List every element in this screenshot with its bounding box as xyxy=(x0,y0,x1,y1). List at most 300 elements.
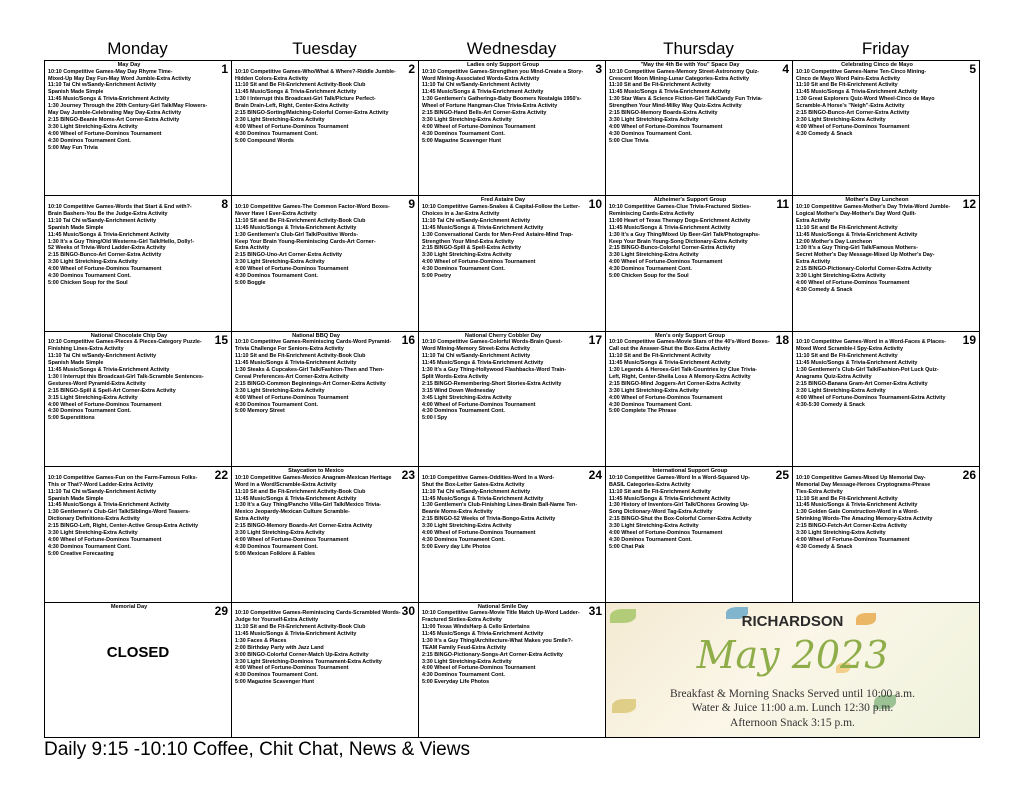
activity-list xyxy=(235,204,415,287)
day-number: 24 xyxy=(588,468,602,483)
event-title: Mother's Day Luncheon xyxy=(845,197,909,204)
day-number: 3 xyxy=(595,62,602,76)
activity-item: BASIL Categories-Extra Activity xyxy=(609,481,691,488)
activity-item: Hidden Colors-Extra Activity xyxy=(235,75,308,82)
activity-item: 11:45 Music/Songs & Trivia-Enrichment Activity xyxy=(609,360,731,367)
activity-item: Keep Your Brain Young-Song Dictionary-Extra Activity xyxy=(609,238,748,245)
activity-item: 11:45 Music/Songs & Trivia-Enrichment Activity xyxy=(422,630,544,637)
day-cell xyxy=(232,196,419,331)
event-title: National Smile Day xyxy=(477,603,529,610)
day-cell xyxy=(793,196,980,331)
day-number: 22 xyxy=(214,468,228,483)
activity-item: 4:00 Wheel of Fortune-Dominos Tournament xyxy=(48,536,162,543)
activity-item: Cereal Preferences-Art Corner-Extra Activity xyxy=(235,373,349,380)
activity-list xyxy=(609,339,789,415)
activity-item: 4:00 Wheel of Fortune-Dominos Tournament xyxy=(609,259,723,266)
day-cell xyxy=(419,603,606,738)
activity-item: 10:10 Competitive Games-Reminiscing Cards-Scrambled Words- xyxy=(235,610,401,617)
event-title xyxy=(235,62,397,69)
activity-item: 4:30 Comedy & Snack xyxy=(796,286,853,293)
activity-item: 3:30 Light Stretching-Extra Activity xyxy=(796,387,886,394)
activity-item: Scramble-A Horse's "Neigh"-Extra Activity xyxy=(796,103,905,110)
activity-item: 11:00 Texas WindsHarp & Cello Entertains xyxy=(422,624,530,630)
day-number: 9 xyxy=(408,197,415,212)
activity-item: Split Words-Extra Activity xyxy=(422,373,488,380)
event-title: National Cherry Cobbler Day xyxy=(464,332,542,339)
activity-item: Wheel of Fortune Hangman-Clue Trivia-Extra Activity xyxy=(422,103,558,110)
activity-item: 4:30 Dominos Tournament Cont. xyxy=(48,408,131,415)
activity-item: 11:45 Music/Songs & Trivia-Enrichment Activity xyxy=(422,360,544,367)
activity-item: 3:15 Wind Down Wednesday xyxy=(422,387,495,394)
day-cell xyxy=(419,332,606,467)
activity-item: Anagrams Quiz-Extra Activity xyxy=(796,373,872,380)
activity-list xyxy=(235,69,415,145)
activity-item: 5:00 Chicken Soup for the Soul xyxy=(48,279,128,286)
day-number: 18 xyxy=(775,332,789,347)
activity-item: 5:00 Magazine Scavenger Hunt xyxy=(422,137,502,144)
activity-item: 1:30 History of Inventors-Girl Talk/Chores Growing Up- xyxy=(609,502,750,509)
activity-item: 4:30 Dominos Tournament Cont. xyxy=(235,273,318,280)
activity-item: 5:00 May Fun Trivia xyxy=(48,144,98,151)
activity-item: 4:30 Dominos Tournament Cont. xyxy=(422,672,505,679)
activity-item: Shut the Box-Letter Gates-Extra Activity xyxy=(422,481,525,488)
activity-item: Word in a Word/Scramble-Extra Activity xyxy=(235,481,337,488)
day-cell xyxy=(793,332,980,467)
activity-item: 11:10 Tai Chi w/Sandy-Enrichment Activity xyxy=(422,217,531,224)
activity-list xyxy=(422,69,602,145)
event-title: Staycation to Mexico xyxy=(288,468,344,475)
activity-list xyxy=(235,475,415,558)
activity-item: 2:15 BINGO-Bunco-Art Corner-Extra Activity xyxy=(796,110,910,117)
activity-item: 2:15 BINGO-Shut the Box-Colorful Corner-Extra Activity xyxy=(609,516,752,523)
event-title: May Day xyxy=(117,62,141,68)
event-title: National BBQ Day xyxy=(292,332,340,339)
activity-item: 2:15 BINGO-Pictionary-Songs-Art Corner-Extra Activity xyxy=(422,651,563,658)
event-title: International Support Group xyxy=(652,468,728,475)
activity-item: 1:30 It's a Guy Thing/Architecture-What Makes you Smile?- xyxy=(422,637,573,644)
promo-panel xyxy=(606,603,980,738)
activity-item: 11:45 Music/Songs & Trivia-Enrichment Activity xyxy=(609,495,731,502)
activity-item: 1:30 Star Wars & Science Fiction-Girl Talk/Candy Fun Trivia- xyxy=(609,96,763,103)
activity-item: 5:00 Complete The Phrase xyxy=(609,408,677,415)
activity-item: 11:45 Music/Songs & Trivia-Enrichment Activity xyxy=(422,224,544,231)
activity-item: 3:30 Light Stretching-Extra Activity xyxy=(235,116,325,123)
activity-item: 4:30 Dominos Tournament Cont. xyxy=(48,137,131,144)
activity-item: Brain Bashers-You Be the Judge-Extra Activity xyxy=(48,210,168,217)
activity-item: 11:45 Music/Songs & Trivia-Enrichment Activity xyxy=(796,231,918,238)
activity-item: 11:45 Music/Songs & Trivia-Enrichment Activity xyxy=(235,630,357,637)
activity-item: Spanish Made Simple xyxy=(48,495,104,502)
day-cell xyxy=(232,467,419,602)
activity-item: 11:10 Tai Chi w/Sandy-Enrichment Activity xyxy=(48,82,157,89)
activity-item: 3:30 Light Stretching-Extra Activity xyxy=(796,116,886,123)
activity-item: 11:10 Sit and Be Fit-Enrichment Activity xyxy=(609,353,711,360)
activity-list xyxy=(796,339,976,408)
activity-item: 11:45 Music/Songs & Trivia-Enrichment Activity xyxy=(796,89,918,96)
activity-item: 4:00 Wheel of Fortune-Dominos Tournament xyxy=(422,530,536,537)
meal-time-line: Breakfast & Morning Snacks Served until 10:00 a.m. xyxy=(670,687,915,700)
activity-item: Beanie Moms-Extra Activity xyxy=(422,509,493,516)
activity-item: Spanish Made Simple xyxy=(48,224,104,231)
activity-item: 10:10 Competitive Games-Colorful Words-Brain Quest- xyxy=(422,339,563,346)
activity-item: 10:10 Competitive Games-Oddities-Word In a Word- xyxy=(422,474,555,481)
activity-item: 3:30 Light Stretching-Extra Activity xyxy=(422,658,512,665)
activity-item: 2:15 BINGO-Mind Joggers-Art Corner-Extra Activity xyxy=(609,380,741,387)
activity-item: 11:45 Music/Songs & Trivia-Enrichment Activity xyxy=(422,495,544,502)
activity-item: 11:10 Sit and Be Fit-Enrichment Activity xyxy=(796,82,898,89)
activity-item: Mixed-Up May Day Fun-May Word Jumble-Extra Activity xyxy=(48,75,191,82)
activity-item: 2:15 BINGO-Bunco-Art Corner-Extra Activity xyxy=(48,252,162,259)
activity-item: Word Mining-Associated Words-Extra Activity xyxy=(422,75,540,82)
activity-item: 4:00 Wheel of Fortune-Dominos Tournament xyxy=(235,536,349,543)
activity-item: 3:30 Light Stretching-Extra Activity xyxy=(609,116,699,123)
day-number: 26 xyxy=(962,468,976,483)
activity-item: 11:10 Sit and Be Fit-Enrichment Activity xyxy=(796,495,898,502)
activity-item: 4:00 Wheel of Fortune-Dominos Tournament xyxy=(422,123,536,130)
activity-item: Song Dictionary-Word Tag-Extra Activity xyxy=(609,509,713,516)
day-cell xyxy=(45,196,232,331)
activity-item: 4:30 Dominos Tournament Cont. xyxy=(609,536,692,543)
event-title: Ladies only Support Group xyxy=(466,62,540,68)
activity-item: 2:15 BINGO-Memory Boards-Art Corner-Extra Activity xyxy=(235,523,373,530)
activity-item: 11:10 Sit and Be Fit-Enrichment Activity xyxy=(796,224,898,231)
day-number: 2 xyxy=(408,62,415,76)
activity-item: Secret Mother's Day Message-Mixed Up Mother's Day- xyxy=(796,252,935,259)
activity-item: 10:10 Competitive Games-Snakes & Capital-Follow the Letter- xyxy=(422,203,580,210)
activity-item: 10:10 Competitive Games-Mexico Anagram-Mexican Heritage xyxy=(235,474,392,481)
day-number: 17 xyxy=(588,332,602,347)
activity-item: 10:10 Competitive Games-Name Ten-Cinco Mining- xyxy=(796,68,927,75)
activity-item: 3:30 Light Stretching-Extra Activity xyxy=(48,123,138,130)
activity-item: 2:15 BINGO-Fetch-Art Corner-Extra Activity xyxy=(796,523,907,530)
activity-list xyxy=(48,204,228,287)
activity-item: 4:00 Wheel of Fortune-Dominos Tournament xyxy=(235,123,349,130)
activity-item: 11:45 Music/Songs & Trivia-Enrichment Activity xyxy=(235,224,357,231)
activity-item: 11:45 Music/Songs & Trivia-Enrichment Activity xyxy=(609,224,731,231)
activity-item: 11:45 Music/Songs & Trivia-Enrichment Activity xyxy=(235,89,357,96)
activity-item: Reminiscing Cards-Extra Activity xyxy=(609,210,694,217)
activity-item: Spanish Made Simple xyxy=(48,360,104,367)
activity-item: 5:00 Poetry xyxy=(422,273,452,280)
activity-item: Cinco de Mayo Word Pairs-Extra Activity xyxy=(796,75,900,82)
activity-item: 3:30 Light Stretching-Extra Activity xyxy=(422,252,512,259)
activity-item: Gestures-Word Pyramid-Extra Activity xyxy=(48,380,146,387)
event-title xyxy=(48,197,210,204)
activity-item: 4:00 Wheel of Fortune-Dominos Tournament xyxy=(48,401,162,408)
activity-item: 5:00 Memory Street xyxy=(235,408,285,415)
activity-item: 2:15 BINGO-Sorting/Matching-Colorful Corner-Extra Activity xyxy=(235,110,389,117)
day-cell xyxy=(793,467,980,602)
day-cell xyxy=(419,61,606,196)
activity-item: Dictionary Definitions-Extra Activity xyxy=(48,516,140,523)
day-number: 19 xyxy=(962,332,976,347)
activity-item: Ties-Extra Activity xyxy=(796,488,843,495)
day-cell xyxy=(606,467,793,602)
activity-item: 11:00 Heart of Texas Therapy Dogs-Enrichment Activity xyxy=(609,217,751,224)
day-name-monday: Monday xyxy=(107,39,168,58)
day-cell xyxy=(232,332,419,467)
activity-item: 1:30 Gentlemen's Club-Girl Talk/Siblings-Word Teasers- xyxy=(48,509,191,516)
activity-item: 4:30 Dominos Tournament Cont. xyxy=(422,266,505,273)
activity-item: Fractured Sixties-Extra Activity xyxy=(422,617,502,624)
activity-item: 11:45 Music/Songs & Trivia-Enrichment Activity xyxy=(48,502,170,509)
activity-item: Mixed Word Scramble-I Spy-Extra Activity xyxy=(796,346,903,353)
activity-item: 4:30-5:30 Comedy & Snack xyxy=(796,401,865,408)
activity-item: 10:10 Competitive Games-Word in a Word-Faces & Places- xyxy=(796,339,946,346)
activity-item: 1:30 Faces & Places xyxy=(235,637,287,644)
activity-item: 1:30 Conversational Cards for Men-Fred Astaire-Mind Trap- xyxy=(422,231,574,238)
activity-item: 1:30 It's a Guy Thing/Mixed Up Beer-Girl Talk/Photographs- xyxy=(609,231,760,238)
activity-item: Extra Activity xyxy=(235,245,270,252)
weekday-header xyxy=(44,38,979,60)
activity-list xyxy=(422,339,602,422)
activity-item: 11:10 Sit and Be Fit-Enrichment Activity-Book Club xyxy=(235,82,366,89)
activity-item: 2:15 BINGO-Uno-Art Corner-Extra Activity xyxy=(235,252,343,259)
activity-item: 11:45 Music/Songs & Trivia-Enrichment Activity xyxy=(48,96,170,103)
activity-item: 4:30 Dominos Tournament Cont. xyxy=(422,536,505,543)
activity-item: Spanish Made Simple xyxy=(48,89,104,96)
activity-item: Extra Activity xyxy=(235,516,270,523)
activity-item: Finishing Lines-Extra Activity xyxy=(48,346,124,353)
day-cell xyxy=(232,603,419,738)
activity-item: 4:00 Wheel of Fortune-Dominos Tournament xyxy=(235,266,349,273)
promo-title: RICHARDSON xyxy=(741,612,844,630)
day-number: 8 xyxy=(221,197,228,212)
activity-item: Call out the Answer-Shut the Box-Extra Activity xyxy=(609,346,731,353)
activity-item: Keep Your Brain Young-Reminiscing Cards-Art Corner- xyxy=(235,238,376,245)
day-cell xyxy=(232,61,419,196)
activity-list xyxy=(422,204,602,280)
event-title: National Chocolate Chip Day xyxy=(90,332,168,339)
activity-item: 10:10 Competitive Games-Mixed Up Memorial Day- xyxy=(796,474,926,481)
activity-item: 11:10 Sit and Be Fit-Enrichment Activity xyxy=(609,82,711,89)
activity-list xyxy=(48,339,228,422)
day-cell xyxy=(45,332,232,467)
activity-item: 5:00 Every day Life Photos xyxy=(422,543,491,550)
activity-item: 4:00 Wheel of Fortune-Dominos Tournament xyxy=(422,259,536,266)
activity-item: 1:30 Great Explorers Quiz-Word Wheel-Cinco de Mayo xyxy=(796,96,935,103)
day-number: 5 xyxy=(969,62,976,76)
activity-item: Mexico Jeopardy-Mexican Culture Scramble- xyxy=(235,509,350,516)
event-title xyxy=(796,468,958,475)
activity-item: 3:30 Light Stretching-Extra Activity xyxy=(235,387,325,394)
activity-item: 5:00 Superstitions xyxy=(48,415,95,422)
activity-item: 2:15 BINGO-Spill & Spell-Art Corner-Extra Activity xyxy=(48,387,176,394)
activity-item: 1:30 Journey Through the 20th Century-Girl Talk/May Flowers- xyxy=(48,103,208,110)
activity-item: 4:00 Wheel of Fortune-Dominos Tournament xyxy=(796,123,910,130)
activity-item: 11:45 Music/Songs & Trivia-Enrichment Activity xyxy=(48,231,170,238)
activity-item: 3:30 Light Stretching-Extra Activity xyxy=(48,259,138,266)
activity-item: 11:10 Tai Chi w/Sandy-Enrichment Activity xyxy=(48,353,157,360)
activity-item: 3:30 Light Stretching-Extra Activity xyxy=(796,273,886,280)
activity-item: 1:30 Golden Gate Construction-Word in a Word- xyxy=(796,509,919,516)
activity-item: Memorial Day Message-Heroes Cryptograms-Phrase xyxy=(796,481,931,488)
activity-item: TEAM Family Feud-Extra Activity xyxy=(422,644,507,651)
day-number: 30 xyxy=(401,603,415,618)
activity-item: May Day Jumble-Celebrating May Day-Extra Activity xyxy=(48,110,182,117)
event-title xyxy=(235,197,397,204)
activity-item: 1:30 It's a Guy Thing/Pancho Villa-Girl Talk/Mexico Trivia- xyxy=(235,502,382,509)
activity-item: 4:30 Dominos Tournament Cont. xyxy=(235,672,318,679)
day-number: 11 xyxy=(776,197,789,212)
activity-item: 5:00 Everyday Life Photos xyxy=(422,679,490,686)
activity-item: 4:00 Wheel of Fortune-Dominos Tournament xyxy=(422,665,536,672)
activity-item: Left, Right, Center-Sheila Loss A Memory-Extra Activity xyxy=(609,373,751,380)
activity-item: 11:10 Tai Chi w/Sandy-Enrichment Activity xyxy=(422,353,531,360)
activity-item: 11:10 Tai Chi w/Sandy-Enrichment Activity xyxy=(422,488,531,495)
day-number: 10 xyxy=(588,197,602,212)
activity-item: 10:10 Competitive Games-Word In a Word-Squared Up- xyxy=(609,474,750,481)
activity-item: 10:10 Competitive Games-Movie Title Match Up-Word Ladder- xyxy=(422,610,580,617)
activity-item: 5:00 Compound Words xyxy=(235,137,294,144)
activity-item: 1:30 Gentlemen's Club-Finishing Lines-Brain Ball-Name Ten- xyxy=(422,502,578,509)
closed-label: CLOSED xyxy=(106,644,170,662)
day-cell xyxy=(419,196,606,331)
activity-item: 10:10 Competitive Games-Pieces & Pieces-Category Puzzle- xyxy=(48,339,202,346)
activity-item: 4:30 Dominos Tournament Cont. xyxy=(422,408,505,415)
activity-item: 11:45 Music/Songs & Trivia-Enrichment Activity xyxy=(609,89,731,96)
activity-item: 2:15 BINGO-Bunco-Colorful Corner-Extra Activity xyxy=(609,245,736,252)
activity-item: 2:00 Birthday Party with Jazz Land xyxy=(235,644,324,651)
day-cell xyxy=(419,467,606,602)
activity-item: 3:30 Light Stretching-Extra Activity xyxy=(235,259,325,266)
activity-item: 3:15 Light Stretching-Extra Activity xyxy=(48,394,138,401)
day-number: 25 xyxy=(775,468,789,483)
activity-item: 4:30 Dominos Tournament Cont. xyxy=(422,130,505,137)
activity-item: 2:15 BINGO-Memory Boards-Extra Activity xyxy=(609,110,718,117)
event-title: Men's only Support Group xyxy=(654,332,725,339)
activity-item: 3:30 Light Stretching-Dominos Tournament-Extra Activity xyxy=(235,658,382,665)
activity-item: This or That?-Word Ladder-Extra Activity xyxy=(48,481,154,488)
activity-item: 11:10 Tai Chi w/Sandy-Enrichment Activity xyxy=(422,82,531,89)
activity-item: 4:00 Wheel of Fortune-Dominos Tournament xyxy=(609,530,723,537)
activity-list xyxy=(48,69,228,152)
day-name-tuesday: Tuesday xyxy=(292,39,357,58)
activity-item: 10:10 Competitive Games-Clue Trivia-Fractured Sixties- xyxy=(609,203,752,210)
activity-item: 11:10 Tai Chi w/Sandy-Enrichment Activity xyxy=(48,217,157,224)
activity-item: 5:00 Chat Pak xyxy=(609,543,645,550)
activity-item: 10:10 Competitive Games-Mother's Day Trivia-Word Jumble- xyxy=(796,203,951,210)
activity-item: 11:10 Sit and Be Fit-Enrichment Activity xyxy=(796,353,898,360)
day-cell xyxy=(606,61,793,196)
activity-item: 4:00 Wheel of Fortune-Dominos Tournament xyxy=(235,394,349,401)
activity-item: 2:15 BINGO-Banana Gram-Art Corner-Extra Activity xyxy=(796,380,928,387)
activity-item: 3:30 Light Stretching-Extra Activity xyxy=(48,530,138,537)
day-number: 31 xyxy=(588,603,602,618)
day-cell xyxy=(45,61,232,196)
activity-list xyxy=(422,610,602,686)
activity-item: 4:00 Wheel of Fortune-Dominos Tournament xyxy=(609,394,723,401)
activity-item: Word Mining-Memory Street-Extra Activity xyxy=(422,346,530,353)
activity-item: 4:30 Dominos Tournament Cont. xyxy=(48,273,131,280)
day-cell xyxy=(45,467,232,602)
activity-item: 5:00 Clue Trivia xyxy=(609,137,649,144)
activity-item: 11:45 Music/Songs & Trivia-Enrichment Activity xyxy=(48,367,170,374)
promo-month: May 2023 xyxy=(696,632,889,677)
day-number: 29 xyxy=(214,603,228,618)
activity-item: 11:10 Sit and Be Fit-Enrichment Activity xyxy=(609,488,711,495)
activity-item: 1:30 Gentlemen's Club-Girl Talk/Positive Words- xyxy=(235,231,358,238)
day-number: 15 xyxy=(214,332,228,347)
activity-item: Brain Drain-Left, Right, Center-Extra Activity xyxy=(235,103,349,110)
activity-list xyxy=(609,69,789,145)
activity-item: 4:30 Dominos Tournament Cont. xyxy=(609,401,692,408)
activity-item: 5:00 Creative Forecasting xyxy=(48,550,114,557)
activity-list xyxy=(796,475,976,551)
activity-item: 11:10 Sit and Be Fit-Enrichment Activity-Book Club xyxy=(235,217,366,224)
event-title: Fred Astaire Day xyxy=(480,197,526,204)
calendar-grid xyxy=(44,60,980,738)
activity-item: 52 Weeks of Trivia-Word Ladder-Extra Activity xyxy=(48,245,166,252)
activity-item: 3:30 Light Stretching-Extra Activity xyxy=(609,252,699,259)
activity-item: 1:30 Legends & Heroes-Girl Talk-Countries by Clue Trivia- xyxy=(609,367,757,374)
activity-item: 3:30 Light Stretching-Extra Activity xyxy=(422,523,512,530)
activity-item: 3:30 Light Stretching-Extra Activity xyxy=(796,530,886,537)
activity-item: 4:30 Dominos Tournament Cont. xyxy=(609,130,692,137)
activity-list xyxy=(609,475,789,551)
activity-list xyxy=(235,610,415,686)
activity-item: 4:00 Wheel of Fortune-Dominos Tournament xyxy=(48,130,162,137)
activity-item: 2:15 BINGO-Pictionary-Colorful Corner-Extra Activity xyxy=(796,266,932,273)
day-cell xyxy=(606,196,793,331)
activity-item: 5:00 I Spy xyxy=(422,415,448,422)
activity-item: Choices in a Jar-Extra Activity xyxy=(422,210,500,217)
meal-time-line: Water & Juice 11:00 a.m. Lunch 12:30 p.m. xyxy=(691,702,894,715)
activity-item: 5:00 Magazine Scavenger Hunt xyxy=(235,679,315,686)
day-number: 1 xyxy=(221,62,228,76)
activity-item: 11:45 Music/Songs & Trivia-Enrichment Activity xyxy=(796,360,918,367)
activity-item: 4:30 Dominos Tournament Cont. xyxy=(235,130,318,137)
activity-item: 11:10 Sit and Be Fit-Enrichment Activity-Book Club xyxy=(235,624,366,630)
activity-item: Strengthen Your Mind-Milky Way Quiz-Extra Activity xyxy=(609,103,742,110)
activity-item: 5:00 Boggle xyxy=(235,279,266,286)
activity-item: 4:00 Wheel of Fortune-Dominos Tournament xyxy=(422,401,536,408)
day-name-friday: Friday xyxy=(861,39,910,58)
activity-item: 5:00 Mexican Folklore & Fables xyxy=(235,550,315,557)
event-title xyxy=(48,468,210,475)
activity-item: 4:30 Dominos Tournament Cont. xyxy=(48,543,131,550)
activity-item: 1:30 It's a Guy Thing/Old Westerns-Girl Talk/Hello, Dolly!- xyxy=(48,238,195,245)
day-number: 23 xyxy=(401,468,415,483)
activity-item: 1:30 It's a Guy Thing-Girl Talk/Famous Mothers- xyxy=(796,245,918,252)
activity-item: 4:00 Wheel of Fortune-Dominos Tournament-Extra Activity xyxy=(796,394,946,401)
activity-item: 5:00 Chicken Soup for the Soul xyxy=(609,273,689,280)
activity-item: 3:45 Light Stretching-Extra Activity xyxy=(422,394,512,401)
activity-list xyxy=(235,339,415,415)
activity-item: 11:10 Tai Chi w/Sandy-Enrichment Activity xyxy=(48,488,157,495)
day-number: 12 xyxy=(962,197,976,212)
activity-item: 2:15 BINGO-Common Beginnings-Art Corner-Extra Activity xyxy=(235,380,386,387)
day-cell xyxy=(45,603,232,738)
event-title: Alzheimer's Support Group xyxy=(653,197,727,204)
activity-item: 4:30 Comedy & Snack xyxy=(796,543,853,550)
activity-item: Extra Activity xyxy=(796,217,831,224)
event-title xyxy=(796,333,958,340)
activity-list xyxy=(609,204,789,280)
activity-list xyxy=(48,475,228,558)
activity-item: 10:10 Competitive Games-Reminiscing Cards-Word Pyramid- xyxy=(235,339,392,346)
activity-item: Judge for Yourself-Extra Activity xyxy=(235,617,319,624)
activity-item: 1:30 I Interrupt this Broadcast-Girl Talk-Scramble Sentences- xyxy=(48,373,204,380)
activity-item: 4:00 Wheel of Fortune-Dominos Tournament xyxy=(235,665,349,672)
activity-item: 3:30 Light Stretching-Extra Activity xyxy=(609,387,699,394)
day-number: 4 xyxy=(782,62,789,76)
activity-item: 10:10 Competitive Games-Who/What & Where?-Riddle Jumble- xyxy=(235,68,396,75)
activity-item: 12:00 Mother's Day Luncheon xyxy=(796,238,873,245)
activity-item: 11:45 Music/Songs & Trivia-Enrichment Activity xyxy=(796,502,918,509)
activity-item: 3:00 BINGO-Colorful Corner-Match Up-Extra Activity xyxy=(235,651,369,658)
activity-item: 11:45 Music/Songs & Trivia-Enrichment Activity xyxy=(235,360,357,367)
